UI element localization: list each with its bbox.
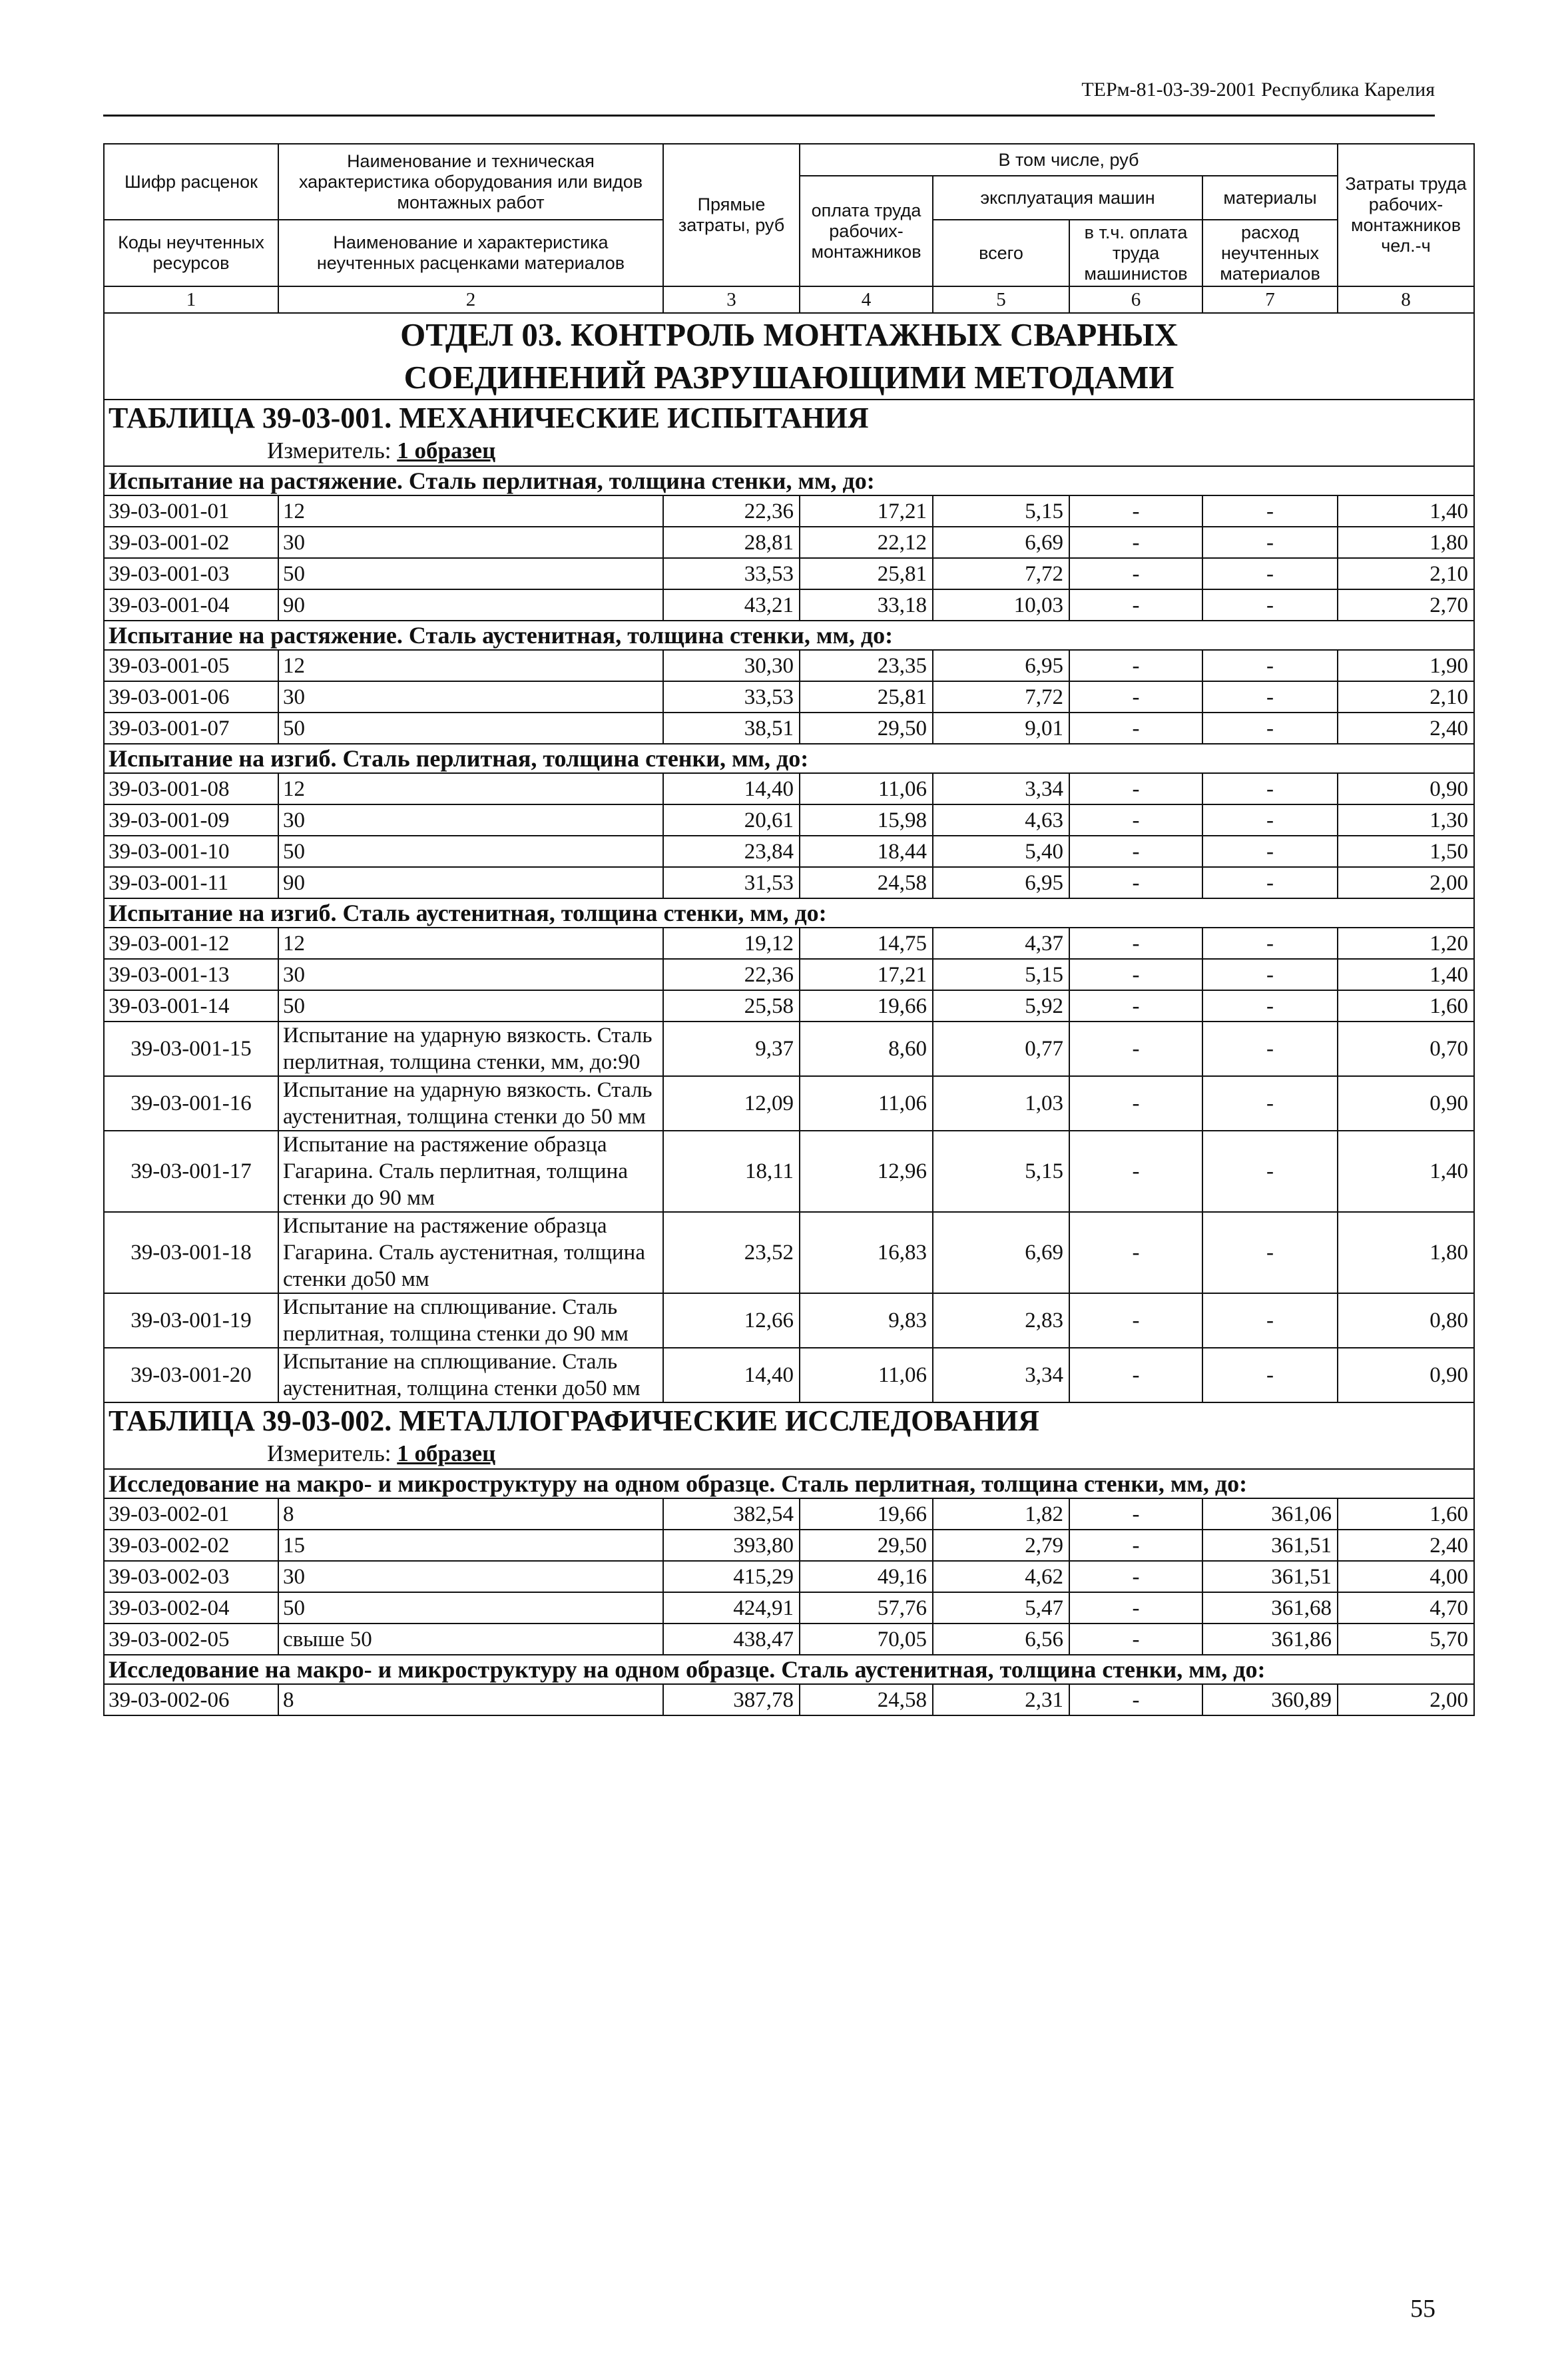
- rate-cell: 30: [278, 1561, 663, 1592]
- rate-cell: 2,00: [1338, 1684, 1474, 1715]
- group-title: Исследование на макро- и микроструктуру на одном образце. Сталь перлитная, толщина стенки, мм, до:: [104, 1469, 1474, 1498]
- rate-cell: 23,52: [663, 1212, 800, 1293]
- rate-cell: 8,60: [800, 1022, 933, 1076]
- rate-cell: 2,10: [1338, 681, 1474, 713]
- rate-cell: 50: [278, 836, 663, 867]
- rate-cell: -: [1069, 558, 1202, 589]
- rate-code: 39-03-001-15: [104, 1022, 278, 1076]
- measure-value: 1 образец: [397, 438, 496, 463]
- rate-cell: 12,66: [663, 1293, 800, 1348]
- rate-code: 39-03-002-02: [104, 1530, 278, 1561]
- rate-cell: -: [1069, 650, 1202, 681]
- rate-cell: 30: [278, 959, 663, 990]
- section-title-row: [104, 313, 1474, 400]
- measure-value: 1 образец: [397, 1440, 496, 1466]
- rate-cell: 0,80: [1338, 1293, 1474, 1348]
- rate-cell: 1,30: [1338, 804, 1474, 836]
- rate-cell: 17,21: [800, 495, 933, 527]
- rate-cell: -: [1069, 1498, 1202, 1530]
- column-number-row: [104, 286, 1474, 313]
- rate-cell: -: [1202, 495, 1338, 527]
- col-naim-header: Наименование и техническая характеристика оборудования или видов монтажных работ: [278, 144, 663, 220]
- rate-code: 39-03-001-10: [104, 836, 278, 867]
- group-title: Испытание на растяжение. Сталь перлитная, толщина стенки, мм, до:: [104, 466, 1474, 495]
- rate-cell: -: [1069, 527, 1202, 558]
- rate-cell: -: [1069, 681, 1202, 713]
- section-title: ОТДЕЛ 03. КОНТРОЛЬ МОНТАЖНЫХ СВАРНЫХ СОЕДИНЕНИЙ РАЗРУШАЮЩИМИ МЕТОДАМИ: [104, 313, 1474, 400]
- rate-cell: 6,69: [933, 527, 1069, 558]
- page-number: 55: [1410, 2295, 1436, 2323]
- rate-cell: -: [1069, 1212, 1202, 1293]
- rate-cell: 4,00: [1338, 1561, 1474, 1592]
- rate-cell: 3,34: [933, 773, 1069, 804]
- rate-cell: 30: [278, 804, 663, 836]
- rate-row: [104, 836, 1474, 867]
- rate-cell: 11,06: [800, 1076, 933, 1131]
- rate-cell: 29,50: [800, 713, 933, 744]
- rate-row: [104, 589, 1474, 621]
- rate-cell: 50: [278, 1592, 663, 1624]
- rate-cell: 2,00: [1338, 867, 1474, 898]
- rate-cell: 7,72: [933, 558, 1069, 589]
- rate-cell: 2,83: [933, 1293, 1069, 1348]
- rate-cell: 14,40: [663, 1348, 800, 1402]
- col-rashod-header: расход неучтенных материалов: [1202, 220, 1338, 286]
- rate-cell: 1,60: [1338, 990, 1474, 1022]
- rate-cell: -: [1069, 836, 1202, 867]
- rate-cell: -: [1202, 681, 1338, 713]
- group-title: Испытание на растяжение. Сталь аустенитная, толщина стенки, мм, до:: [104, 621, 1474, 650]
- rate-cell: -: [1069, 990, 1202, 1022]
- rate-code: 39-03-001-18: [104, 1212, 278, 1293]
- rate-cell: 6,69: [933, 1212, 1069, 1293]
- rate-cell: -: [1202, 1293, 1338, 1348]
- rate-cell: 6,95: [933, 650, 1069, 681]
- rate-cell: 30: [278, 681, 663, 713]
- rate-cell: -: [1202, 990, 1338, 1022]
- rate-code: 39-03-002-06: [104, 1684, 278, 1715]
- group-title: Исследование на макро- и микроструктуру на одном образце. Сталь аустенитная, толщина стенки, мм, до:: [104, 1655, 1474, 1684]
- col-shifr-header: Шифр расценок: [104, 144, 278, 220]
- col-num: 8: [1338, 286, 1474, 313]
- rate-cell: 361,06: [1202, 1498, 1338, 1530]
- rate-cell: -: [1069, 1131, 1202, 1212]
- rate-code: 39-03-001-09: [104, 804, 278, 836]
- rate-cell: 1,40: [1338, 1131, 1474, 1212]
- rate-cell: 12: [278, 928, 663, 959]
- rate-cell: 5,15: [933, 1131, 1069, 1212]
- table-title-text: ТАБЛИЦА 39-03-002. МЕТАЛЛОГРАФИЧЕСКИЕ ИССЛЕДОВАНИЯ: [109, 1404, 1039, 1437]
- rate-cell: 57,76: [800, 1592, 933, 1624]
- rate-row: [104, 681, 1474, 713]
- rate-cell: 25,81: [800, 558, 933, 589]
- rate-row: [104, 713, 1474, 744]
- table-title-text: ТАБЛИЦА 39-03-001. МЕХАНИЧЕСКИЕ ИСПЫТАНИЯ: [109, 402, 869, 434]
- rate-cell: 18,11: [663, 1131, 800, 1212]
- rate-cell: -: [1069, 1530, 1202, 1561]
- rate-cell: 5,70: [1338, 1624, 1474, 1655]
- rate-cell: 25,81: [800, 681, 933, 713]
- rate-cell: -: [1069, 1022, 1202, 1076]
- rate-cell: -: [1202, 527, 1338, 558]
- rate-cell: 438,47: [663, 1624, 800, 1655]
- rate-code: 39-03-001-14: [104, 990, 278, 1022]
- rate-cell: 24,58: [800, 1684, 933, 1715]
- rate-cell: 424,91: [663, 1592, 800, 1624]
- rate-cell: 90: [278, 589, 663, 621]
- rate-code: 39-03-001-19: [104, 1293, 278, 1348]
- rate-cell: 50: [278, 558, 663, 589]
- col-num: 5: [933, 286, 1069, 313]
- rate-cell: свыше 50: [278, 1624, 663, 1655]
- rate-cell: 50: [278, 990, 663, 1022]
- col-num: 7: [1202, 286, 1338, 313]
- rate-cell: 25,58: [663, 990, 800, 1022]
- rate-cell: -: [1202, 1212, 1338, 1293]
- rate-code: 39-03-001-07: [104, 713, 278, 744]
- rate-code: 39-03-002-04: [104, 1592, 278, 1624]
- rate-cell: 24,58: [800, 867, 933, 898]
- rate-row: [104, 804, 1474, 836]
- document-title: ТЕРм-81-03-39-2001 Республика Карелия: [1081, 79, 1435, 101]
- rate-cell: 361,68: [1202, 1592, 1338, 1624]
- rate-code: 39-03-001-17: [104, 1131, 278, 1212]
- rate-cell: 2,31: [933, 1684, 1069, 1715]
- col-zatraty-header: Затраты труда рабочих-монтажников чел.-ч: [1338, 144, 1474, 286]
- rate-cell: 2,40: [1338, 713, 1474, 744]
- rate-cell: Испытание на растяжение образца Гагарина. Сталь перлитная, толщина стенки до 90 мм: [278, 1131, 663, 1212]
- rate-cell: -: [1069, 928, 1202, 959]
- rate-cell: -: [1069, 1293, 1202, 1348]
- rate-row: [104, 1293, 1474, 1348]
- rate-cell: 15: [278, 1530, 663, 1561]
- rate-cell: -: [1069, 959, 1202, 990]
- rate-row: [104, 1624, 1474, 1655]
- rate-row: [104, 1530, 1474, 1561]
- rate-cell: -: [1069, 1561, 1202, 1592]
- col-vtom-header: В том числе, руб: [800, 144, 1338, 176]
- rate-cell: 1,80: [1338, 527, 1474, 558]
- col-num: 6: [1069, 286, 1202, 313]
- rate-row: [104, 1592, 1474, 1624]
- col-oplata-header: оплата труда рабочих-монтажников: [800, 176, 933, 286]
- rate-cell: -: [1069, 589, 1202, 621]
- rate-code: 39-03-001-05: [104, 650, 278, 681]
- group-title-row: [104, 621, 1474, 650]
- rate-cell: Испытание на сплющивание. Сталь перлитная, толщина стенки до 90 мм: [278, 1293, 663, 1348]
- rate-cell: 10,03: [933, 589, 1069, 621]
- rate-row: [104, 1022, 1474, 1076]
- rate-cell: -: [1069, 804, 1202, 836]
- rates-table: [103, 143, 1475, 1716]
- rate-cell: -: [1202, 959, 1338, 990]
- rate-cell: 1,40: [1338, 495, 1474, 527]
- rate-code: 39-03-001-03: [104, 558, 278, 589]
- rate-code: 39-03-001-08: [104, 773, 278, 804]
- rate-cell: 28,81: [663, 527, 800, 558]
- rate-cell: -: [1202, 773, 1338, 804]
- col-kody-header: Коды неучтенных ресурсов: [104, 220, 278, 286]
- rate-cell: 9,01: [933, 713, 1069, 744]
- rate-cell: 4,63: [933, 804, 1069, 836]
- rate-cell: 5,15: [933, 959, 1069, 990]
- rate-cell: -: [1069, 1624, 1202, 1655]
- rate-cell: -: [1202, 928, 1338, 959]
- rate-cell: 2,79: [933, 1530, 1069, 1561]
- rate-cell: 2,70: [1338, 589, 1474, 621]
- rate-cell: 29,50: [800, 1530, 933, 1561]
- rate-cell: 90: [278, 867, 663, 898]
- rate-cell: 4,62: [933, 1561, 1069, 1592]
- rate-cell: 30: [278, 527, 663, 558]
- rate-cell: 70,05: [800, 1624, 933, 1655]
- rate-cell: -: [1202, 867, 1338, 898]
- table-title-row: [104, 400, 1474, 466]
- rate-cell: -: [1069, 713, 1202, 744]
- rate-row: [104, 1348, 1474, 1402]
- rate-cell: -: [1069, 867, 1202, 898]
- rate-cell: 1,82: [933, 1498, 1069, 1530]
- rate-row: [104, 650, 1474, 681]
- rate-code: 39-03-002-03: [104, 1561, 278, 1592]
- rate-cell: 14,40: [663, 773, 800, 804]
- running-header: [103, 79, 1435, 112]
- rate-cell: 415,29: [663, 1561, 800, 1592]
- rate-row: [104, 1212, 1474, 1293]
- header-row-1: [104, 144, 1474, 176]
- rate-cell: 1,40: [1338, 959, 1474, 990]
- rate-cell: 0,77: [933, 1022, 1069, 1076]
- group-title-row: [104, 466, 1474, 495]
- rate-cell: 1,80: [1338, 1212, 1474, 1293]
- measure-label: Измеритель:: [267, 1440, 392, 1466]
- rate-cell: Испытание на сплющивание. Сталь аустенитная, толщина стенки до50 мм: [278, 1348, 663, 1402]
- col-materialy-header: материалы: [1202, 176, 1338, 220]
- rate-cell: 0,70: [1338, 1022, 1474, 1076]
- rate-cell: -: [1202, 589, 1338, 621]
- col-vtch-header: в т.ч. оплата труда машинистов: [1069, 220, 1202, 286]
- rate-cell: 50: [278, 713, 663, 744]
- rate-cell: 22,36: [663, 495, 800, 527]
- rate-row: [104, 990, 1474, 1022]
- group-title-row: [104, 744, 1474, 773]
- rate-row: [104, 1131, 1474, 1212]
- rate-code: 39-03-001-01: [104, 495, 278, 527]
- rate-cell: 43,21: [663, 589, 800, 621]
- rate-cell: 12: [278, 773, 663, 804]
- rate-cell: Испытание на ударную вязкость. Сталь аустенитная, толщина стенки до 50 мм: [278, 1076, 663, 1131]
- rate-row: [104, 959, 1474, 990]
- rate-cell: -: [1202, 1022, 1338, 1076]
- rate-code: 39-03-001-20: [104, 1348, 278, 1402]
- group-title: Испытание на изгиб. Сталь перлитная, толщина стенки, мм, до:: [104, 744, 1474, 773]
- rate-cell: 361,86: [1202, 1624, 1338, 1655]
- rate-cell: -: [1202, 558, 1338, 589]
- rate-cell: Испытание на ударную вязкость. Сталь перлитная, толщина стенки, мм, до:90: [278, 1022, 663, 1076]
- rate-cell: -: [1202, 1348, 1338, 1402]
- col-ekspl-header: эксплуатация машин: [933, 176, 1202, 220]
- rate-cell: -: [1202, 804, 1338, 836]
- rate-cell: 19,66: [800, 1498, 933, 1530]
- rate-cell: 33,53: [663, 681, 800, 713]
- rate-cell: 5,40: [933, 836, 1069, 867]
- rate-cell: 38,51: [663, 713, 800, 744]
- rate-row: [104, 1076, 1474, 1131]
- rate-cell: 49,16: [800, 1561, 933, 1592]
- rate-row: [104, 527, 1474, 558]
- col-pryamye-header: Прямые затраты, руб: [663, 144, 800, 286]
- rate-cell: 382,54: [663, 1498, 800, 1530]
- rate-cell: 18,44: [800, 836, 933, 867]
- rate-row: [104, 1498, 1474, 1530]
- rate-cell: 19,66: [800, 990, 933, 1022]
- rate-row: [104, 773, 1474, 804]
- rate-cell: 20,61: [663, 804, 800, 836]
- rate-row: [104, 867, 1474, 898]
- rate-code: 39-03-001-13: [104, 959, 278, 990]
- col-naim2-header: Наименование и характеристика неучтенных расценками материалов: [278, 220, 663, 286]
- rate-cell: 6,95: [933, 867, 1069, 898]
- rate-cell: 0,90: [1338, 773, 1474, 804]
- rate-cell: 1,03: [933, 1076, 1069, 1131]
- table-title: [104, 400, 1474, 466]
- rate-cell: -: [1202, 1076, 1338, 1131]
- rate-cell: 2,40: [1338, 1530, 1474, 1561]
- rate-code: 39-03-002-01: [104, 1498, 278, 1530]
- rate-cell: -: [1069, 773, 1202, 804]
- rate-cell: 7,72: [933, 681, 1069, 713]
- rate-cell: 23,35: [800, 650, 933, 681]
- col-num: 3: [663, 286, 800, 313]
- group-title-row: [104, 1655, 1474, 1684]
- group-title: Испытание на изгиб. Сталь аустенитная, толщина стенки, мм, до:: [104, 898, 1474, 928]
- rate-code: 39-03-002-05: [104, 1624, 278, 1655]
- rate-cell: -: [1202, 1131, 1338, 1212]
- rate-cell: 14,75: [800, 928, 933, 959]
- rate-cell: 33,53: [663, 558, 800, 589]
- rate-cell: 11,06: [800, 773, 933, 804]
- rate-cell: 0,90: [1338, 1076, 1474, 1131]
- rate-cell: 360,89: [1202, 1684, 1338, 1715]
- rate-code: 39-03-001-12: [104, 928, 278, 959]
- rate-row: [104, 928, 1474, 959]
- rate-cell: 9,37: [663, 1022, 800, 1076]
- rate-cell: 9,83: [800, 1293, 933, 1348]
- rate-cell: 8: [278, 1498, 663, 1530]
- rate-cell: 361,51: [1202, 1561, 1338, 1592]
- rate-cell: 22,12: [800, 527, 933, 558]
- rate-code: 39-03-001-11: [104, 867, 278, 898]
- rate-cell: 12: [278, 650, 663, 681]
- rate-code: 39-03-001-16: [104, 1076, 278, 1131]
- measure-line: [109, 436, 1469, 465]
- rate-cell: 0,90: [1338, 1348, 1474, 1402]
- rate-cell: -: [1069, 1076, 1202, 1131]
- rate-cell: 12,09: [663, 1076, 800, 1131]
- measure-line: [109, 1439, 1469, 1468]
- rate-cell: -: [1069, 1348, 1202, 1402]
- rate-cell: 5,15: [933, 495, 1069, 527]
- rate-cell: 2,10: [1338, 558, 1474, 589]
- col-num: 4: [800, 286, 933, 313]
- rate-cell: 4,70: [1338, 1592, 1474, 1624]
- rate-cell: 1,20: [1338, 928, 1474, 959]
- rate-cell: 17,21: [800, 959, 933, 990]
- table-title-row: [104, 1402, 1474, 1469]
- rate-cell: 4,37: [933, 928, 1069, 959]
- rate-cell: 16,83: [800, 1212, 933, 1293]
- col-num: 1: [104, 286, 278, 313]
- rate-cell: 1,60: [1338, 1498, 1474, 1530]
- measure-label: Измеритель:: [267, 438, 392, 463]
- rate-cell: 31,53: [663, 867, 800, 898]
- rate-cell: 30,30: [663, 650, 800, 681]
- rate-cell: 3,34: [933, 1348, 1069, 1402]
- rate-cell: 12: [278, 495, 663, 527]
- rate-code: 39-03-001-02: [104, 527, 278, 558]
- rate-code: 39-03-001-04: [104, 589, 278, 621]
- rate-cell: 393,80: [663, 1530, 800, 1561]
- rate-cell: 5,92: [933, 990, 1069, 1022]
- rate-cell: Испытание на растяжение образца Гагарина. Сталь аустенитная, толщина стенки до50 мм: [278, 1212, 663, 1293]
- rate-cell: -: [1202, 836, 1338, 867]
- header-rule: [103, 115, 1435, 117]
- rate-cell: 8: [278, 1684, 663, 1715]
- group-title-row: [104, 898, 1474, 928]
- rate-row: [104, 495, 1474, 527]
- table-title: [104, 1402, 1474, 1469]
- rate-row: [104, 1684, 1474, 1715]
- rate-cell: 6,56: [933, 1624, 1069, 1655]
- rate-cell: 23,84: [663, 836, 800, 867]
- rate-cell: -: [1202, 650, 1338, 681]
- rate-cell: -: [1069, 495, 1202, 527]
- rate-cell: 387,78: [663, 1684, 800, 1715]
- col-num: 2: [278, 286, 663, 313]
- rate-cell: 1,90: [1338, 650, 1474, 681]
- rate-row: [104, 1561, 1474, 1592]
- rate-cell: 15,98: [800, 804, 933, 836]
- col-vsego-header: всего: [933, 220, 1069, 286]
- rate-cell: 361,51: [1202, 1530, 1338, 1561]
- rate-cell: 19,12: [663, 928, 800, 959]
- rate-cell: -: [1202, 713, 1338, 744]
- rate-cell: 5,47: [933, 1592, 1069, 1624]
- rate-row: [104, 558, 1474, 589]
- rate-cell: -: [1069, 1684, 1202, 1715]
- rate-cell: -: [1069, 1592, 1202, 1624]
- rate-cell: 22,36: [663, 959, 800, 990]
- rate-cell: 33,18: [800, 589, 933, 621]
- rate-cell: 12,96: [800, 1131, 933, 1212]
- rate-cell: 1,50: [1338, 836, 1474, 867]
- rate-cell: 11,06: [800, 1348, 933, 1402]
- rate-code: 39-03-001-06: [104, 681, 278, 713]
- group-title-row: [104, 1469, 1474, 1498]
